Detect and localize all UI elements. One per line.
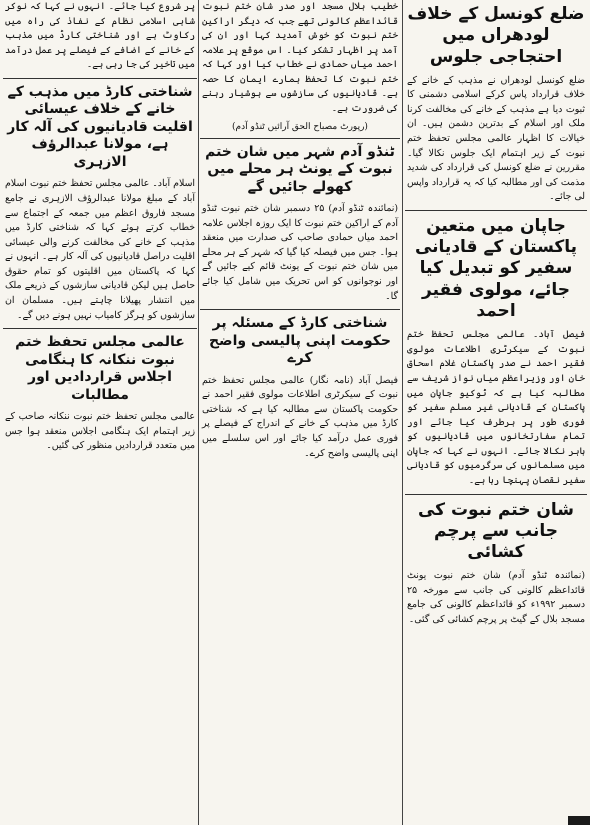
column-left: [3, 0, 197, 825]
article-paragraph: (نمائندہ ٹنڈو آدم) ۲۵ دسمبر شان ختم نبوت ٹنڈو آدم کے اراکین ختم نبوت کا ایک روزہ اجلاس علامہ احمد میاں حمادی صاحب کی صدارت میں منعقد ہوا۔ جس میں فیصلہ کیا گیا کہ شہر کے ہر محلے میں شان ختم نبوت کے یونٹ قائم کیے جائیں گے اور نوجوانوں کو اس تحریک میں شامل کیا جائے گا۔: [202, 203, 399, 302]
column-middle: [200, 0, 400, 825]
article-flag-body: [407, 569, 585, 627]
scan-mark: [568, 816, 590, 825]
divider: [405, 494, 587, 495]
column-rule: [198, 0, 199, 825]
column-right: [405, 0, 587, 825]
headline-japan-ambassador: جاپان میں متعین پاکستان کے قادیانی سفیر کو تبدیل کیا جائے، مولوی فقیر احمد: [414, 215, 578, 321]
headline-flag-hoisting: شان ختم نبوت کی جانب سے پرچم کشائی: [417, 499, 575, 563]
headline-tando-adam-units: ٹنڈو آدم شہر میں شان ختم نبوت کے یونٹ ہر محلے میں کھولے جائیں گے: [205, 143, 395, 195]
divider: [3, 328, 197, 329]
column-rule: [402, 0, 403, 825]
article-nankana-body: [5, 410, 195, 454]
divider: [200, 138, 400, 139]
article-lodhran-body: [407, 74, 585, 205]
article-paragraph: پر شروع کیا جائے۔ انہوں نے کہا کہ نوکر شاہی اسلامی نظام کے نفاذ کی راہ میں رکاوٹ ہے اور شناختی کارڈ میں مذہب کے خانے کے اضافے کے فیصلے پر عمل درآمد میں تاخیر کی جا رہی ہے۔: [5, 1, 195, 71]
divider: [3, 78, 197, 79]
headline-nankana-meeting: عالمی مجلس تحفظ ختم نبوت ننکانہ کا ہنگامی اجلاس قراردادیں اور مطالبات: [15, 334, 185, 403]
headline-christian-minority: شناختی کارڈ میں مذہب کے خانے کے خلاف عیسائی اقلیت قادیانیوں کی آلہ کار ہے، مولانا عبدالرؤف الازہری: [7, 83, 193, 170]
article-paragraph: فیصل آباد (نامہ نگار) عالمی مجلس تحفظ ختم نبوت کے سیکرٹری اطلاعات مولوی فقیر احمد نے حکومت پاکستان سے مطالبہ کیا ہے کہ شناختی کارڈ میں مذہب کے خانے کے اندراج کے فیصلے پر فوری عمل درآمد کیا جائے اور اس سلسلے میں اپنی پالیسی واضح کرے۔: [202, 374, 398, 459]
headline-id-card-policy: شناختی کارڈ کے مسئلہ پر حکومت اپنی پالیسی واضح کرے: [208, 315, 392, 367]
article-paragraph: فیصل آباد۔ عالمی مجلس تحفظ ختم نبوت کے سیکرٹری اطلاعات مولوی فقیر احمد نے صدر پاکستان غلام اسحاق خان اور وزیراعظم میاں نواز شریف سے مطالبہ کیا ہے کہ ٹوکیو جاپان میں پاکستان کے قادیانی غیر مسلم سفیر کو فوری طور پر برطرف کیا جائے اور تمام سفارتخانوں میں قادیانیوں کو باہر نکالا جائے۔ انہوں نے کہا کہ جاپان میں مسلمانوں کی سرگرمیوں کو قادیانی سفیر نقصان پہنچا رہا ہے۔: [407, 329, 585, 486]
article-azhari-body: [5, 177, 195, 323]
article-paragraph: ضلع کونسل لودھراں نے مذہب کے خانے کے خلاف قرارداد پاس کرکے اسلامی دشمنی کا ثبوت دیا ہے مذہب کے خانے کی مخالفت کرنا ملک اور اسلام کے بدترین دشمن ہیں۔ ان خیالات کا اظہار عالمی مجلس تحفظ ختم نبوت کے زیر اہتمام ایک جلوس نکالا گیا۔ مقررین نے ضلع کونسل کی قرارداد کی شدید مذمت کی اور مطالبہ کیا کہ یہ قرارداد واپس لی جائے۔: [407, 74, 585, 203]
article-paragraph: (نمائندہ ٹنڈو آدم) شان ختم نبوت یونٹ قائداعظم کالونی کی جانب سے مورخہ ۲۵ دسمبر ۱۹۹۲ء کو قائداعظم کالونی کی جامع مسجد بلال کے گیٹ پر پرچم کشائی کی گئی۔: [407, 570, 585, 626]
article-id-card-body: [202, 374, 398, 461]
article-paragraph: خطیب بلال مسجد اور صدر شان ختم نبوت قائداعظم کالونی تھے جب کہ دیگر اراکین ختم نبوت کو خوش آمدید کہا اور ان کی آمد پر اظہار تشکر کیا۔ اس موقع پر علامہ احمد میاں حمادی نے خطاب کیا اور کہا کہ ختم نبوت کا تحفظ ہمارے ایمان کا حصہ ہے۔ قادیانیوں کی سازشوں سے ہوشیار رہنے کی ضرورت ہے۔: [202, 1, 398, 115]
article-continued-body: [202, 0, 398, 117]
article-japan-body: [407, 328, 585, 488]
report-credit: (رپورٹ مصباح الحق آرائیں ٹنڈو آدم): [232, 121, 368, 132]
article-tando-adam-body: [202, 202, 398, 304]
headline-lodhran-protest: ضلع کونسل کے خلاف لودھراں میں احتجاجی جلوس: [407, 4, 585, 67]
article-paragraph: اسلام آباد۔ عالمی مجلس تحفظ ختم نبوت اسلام آباد کے مبلغ مولانا عبدالرؤف الازہری نے جامع مسجد فاروق اعظم میں جمعہ کے اجتماع سے خطاب کرتے ہوئے کہا کہ شناختی کارڈ میں مذہب کے خانے کی مخالفت کرنے والی عیسائی اقلیت دراصل قادیانیوں کی آلہ کار ہے۔ انہوں نے کہا کہ پاکستان میں اقلیتوں کو تمام حقوق حاصل ہیں لیکن قادیانی سازشوں کے ذریعے ملک میں انتشار پھیلانا چاہتے ہیں۔ مسلمان ان سازشوں کو ہرگز کامیاب نہیں ہونے دیں گے۔: [5, 178, 195, 321]
divider: [405, 210, 587, 211]
divider: [200, 309, 400, 310]
article-paragraph: عالمی مجلس تحفظ ختم نبوت ننکانہ صاحب کے زیر اہتمام ایک ہنگامی اجلاس منعقد ہوا جس میں متعدد قراردادیں منظور کی گئیں۔: [5, 411, 195, 452]
article-continued-body: [5, 0, 195, 73]
